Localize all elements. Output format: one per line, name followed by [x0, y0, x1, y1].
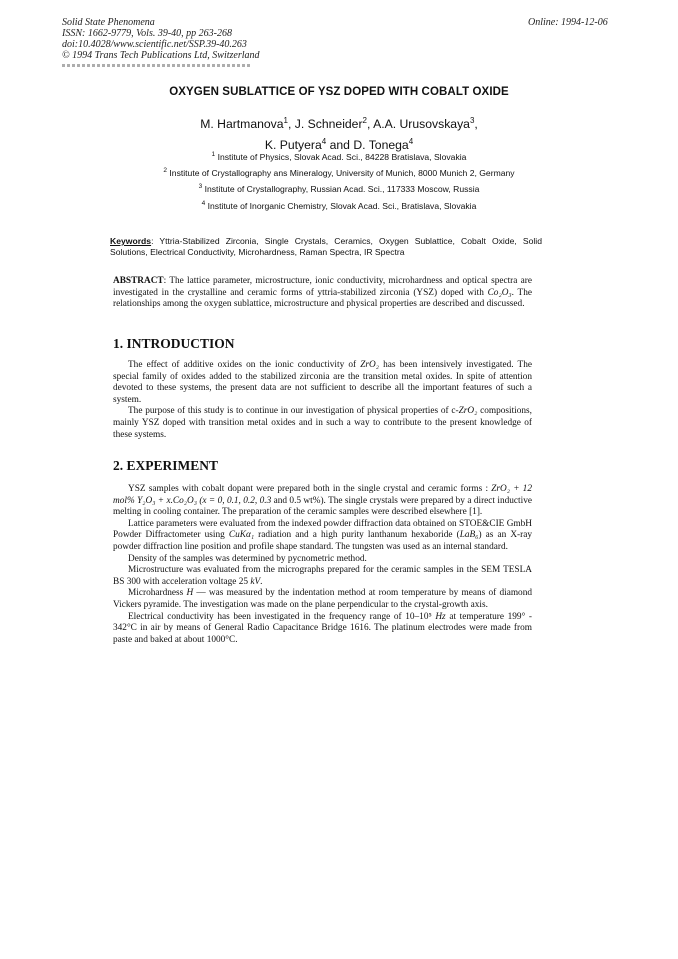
paragraph: Density of the samples was determined by pycnometric method. — [128, 553, 367, 564]
affiliation-2 — [0, 167, 678, 178]
author-name: J. Schneider — [294, 117, 363, 132]
section-heading-experiment: 2. EXPERIMENT — [113, 458, 219, 473]
journal-name: Solid State Phenomena — [62, 17, 155, 28]
formula: CuKα₁ — [228, 530, 255, 541]
issn-line: ISSN: 1662-9779, Vols. 39-40, pp 263-268 — [62, 28, 232, 39]
author-name: K. Putyera — [264, 138, 322, 153]
abstract-block: ABSTRACT: The lattice parameter, microstructure, ionic conductivity, microhardness and optical spectra are investigated in the crystalline and ceramic forms of yttria-stabilized zirconia (YSZ) doped with Co₂O₃. The relationships among the oxygen sublattice, microstructure and physical properties are described and discussed. — [113, 276, 533, 310]
paragraph: Microstructure was evaluated from the micrographs prepared for the ceramic samples in the SEM TESLA BS 300 with acceleration voltage 25 kV. — [113, 565, 532, 587]
formula: LaB₆ — [459, 530, 479, 541]
affil-text: Institute of Crystallography, Russian Acad. Sci., 117333 Moscow, Russia — [204, 183, 480, 194]
paragraph: Microhardness H — was measured by the indentation method at room temperature by means of diamond Vickers pyramide. The investigation was made on the plane perpendicular to the crystal-growth axis. — [113, 588, 532, 610]
affiliation-4 — [0, 200, 678, 211]
author-affil-mark: 1 — [283, 116, 288, 125]
abstract-label: ABSTRACT — [113, 276, 164, 286]
paragraph: YSZ samples with cobalt dopant were prepared both in the single crystal and ceramic forms : ZrO₂ + 12 mol% Y₂O₃ + x.Co₂O₃ (x = 0, 0.1, 0.2, 0.3 and 0.5 wt%). The single crystals were prepared by a direct inductive melting in cooling container. The preparation of the ceramic samples were described elsewhere [1]. — [113, 484, 532, 518]
author-list: M. Hartmanova$^1$, J. Schneider$^2$, A.A. Urusovskaya$^3$, K. Putyera$^4$ and D. Tonega$^4$ — [200, 116, 478, 153]
formula: ZrO₂ + 12 mol% Y₂O₃ + x.Co₂O₃ (x = 0, 0.1, 0.2, 0.3 — [113, 484, 532, 506]
keywords-label: Keywords — [110, 236, 152, 246]
affil-number: 2 — [163, 167, 168, 174]
unit: kV — [250, 576, 261, 587]
section-heading-introduction: 1. INTRODUCTION — [113, 336, 235, 351]
copyright-line: © 1994 Trans Tech Publications Ltd, Switzerland — [62, 50, 260, 61]
affil-number: 3 — [198, 183, 203, 190]
affiliation-3 — [0, 183, 678, 194]
paragraph: Electrical conductivity has been investigated in the frequency range of 10–10⁵ Hz at temperature 199° - 342°C in air by means of General Radio Capacitance Bridge 1616. The platinum electrodes were made from paste and baked at about 1000°C. — [113, 611, 533, 645]
author-affil-mark: 4 — [408, 137, 414, 147]
affil-text: Institute of Inorganic Chemistry, Slovak Acad. Sci., Bratislava, Slovakia — [207, 200, 477, 211]
affiliation-1 — [0, 151, 678, 162]
author-affil-mark: 4 — [321, 137, 327, 147]
abstract-text: The lattice parameter, microstructure, ionic conductivity, microhardness and optical spectra are investigated in the crystalline and ceramic forms of yttria-stabilized zirconia (YSZ) doped with — [113, 276, 532, 298]
scan-artifact — [62, 64, 252, 67]
formula: ZrO₂ — [360, 360, 380, 370]
author-name: M. Hartmanova — [200, 117, 284, 132]
keywords-block: Keywords: Yttria-Stabilized Zirconia, Single Crystals, Ceramics, Oxygen Sublattice, Cobalt Oxide, Solid Solutions, Electrical Conductivity, Microhardness, Raman Spectra, IR Spectra — [110, 236, 542, 257]
experiment-body — [113, 484, 532, 646]
keywords-text: Yttria-Stabilized Zirconia, Single Crystals, Ceramics, Oxygen Sublattice, Cobalt Oxide, Solid Solutions, Electrical Conductivity, Microhardness, Raman Spectra, IR Spectra — [110, 236, 542, 257]
abstract-text: . The relationships among the oxygen sublattice, microstructure and physical properties are described and discussed. — [113, 287, 533, 310]
author-affil-mark: 3 — [469, 116, 475, 125]
unit: Hz — [435, 611, 446, 622]
affil-number: 1 — [211, 151, 216, 158]
introduction-body — [113, 360, 532, 441]
formula: Co₂O₃ — [487, 287, 512, 298]
paragraph: The purpose of this study is to continue in our investigation of physical properties of c-ZrO₂ compositions, mainly YSZ doped with transition metal oxides and in such a way to contribute to the present knowledge of these systems. — [113, 406, 532, 440]
author-name: D. Tonega — [353, 138, 409, 153]
paper-title: OXYGEN SUBLATTICE OF YSZ DOPED WITH COBALT OXIDE — [169, 86, 509, 98]
doi-line: doi:10.4028/www.scientific.net/SSP.39-40.263 — [62, 39, 247, 50]
author-name: A.A. Urusovskaya — [373, 117, 470, 132]
affil-number: 4 — [201, 200, 206, 207]
affil-text: Institute of Physics, Slovak Acad. Sci., 84228 Bratislava, Slovakia — [217, 151, 467, 162]
journal-header — [62, 17, 260, 61]
author-affil-mark: 2 — [362, 116, 367, 125]
author-conjunction: and — [329, 138, 350, 153]
symbol: H — [186, 588, 194, 599]
formula: ZrO₂ — [458, 406, 478, 417]
paragraph: Lattice parameters were evaluated from the indexed powder diffraction data obtained on STOE&CIE GmbH Powder Diffractometer using CuKα₁ radiation and a high purity lanthanum hexaboride (LaB₆) as an X-ray powder diffraction line position and profile shape standard. The tungsten was used as an internal standard. — [113, 518, 533, 552]
online-date: Online: 1994-12-06 — [528, 17, 608, 28]
paragraph: The effect of additive oxides on the ionic conductivity of ZrO₂ has been intensively investigated. The special family of oxides added to the stabilized zirconia are the transition metal oxides. In spite of attention devoted to these systems, the present data are not sufficient to describe all the important features of such a system. — [113, 360, 532, 405]
affil-text: Institute of Crystallography ans Mineralogy, University of Munich, 8000 Munich 2, Germany — [169, 167, 515, 178]
